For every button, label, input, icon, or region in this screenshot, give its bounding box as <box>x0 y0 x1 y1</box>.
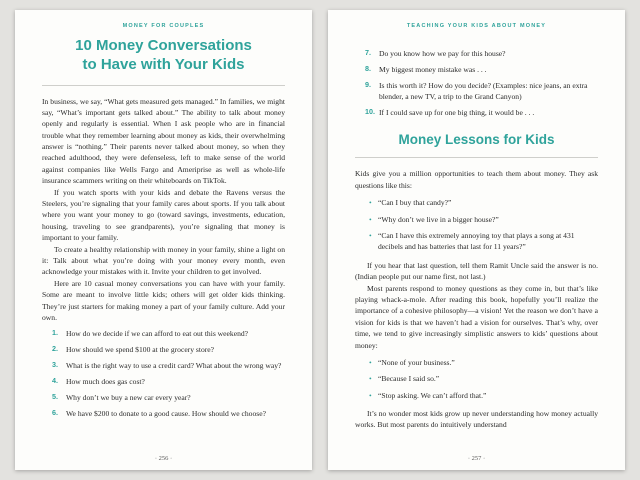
bullet-text: “Because I said so.” <box>378 374 440 384</box>
left-page <box>15 10 312 470</box>
numbered-item <box>52 360 285 371</box>
left-body <box>42 96 285 324</box>
item-text: My biggest money mistake was . . . <box>379 64 487 74</box>
conversation-list-7-10 <box>355 48 598 118</box>
bullet-icon: • <box>369 357 372 367</box>
numbered-item <box>52 392 285 403</box>
body-paragraph: Here are 10 casual money conversations you can have with your family. Some are meant to involve little kids; others will get older kids thinking. They’re just starters for making money a part of your family culture. Add your own. <box>42 278 285 322</box>
chapter-title <box>42 37 285 75</box>
bullet-icon: • <box>369 374 372 384</box>
bullet-text: “Stop asking. We can’t afford that.” <box>378 390 487 400</box>
title-divider <box>42 85 285 86</box>
item-text: If I could save up for one big thing, it would be . . . <box>379 108 535 118</box>
bullet-icon: • <box>369 198 372 208</box>
body-paragraph: To create a healthy relationship with money in your family, shine a light on it: Talk about what you’re doing with your money every month, even acknowledge your mistakes with it. Invite your children to get involved. <box>42 244 285 277</box>
item-number: 5. <box>52 391 58 401</box>
page-number-left: · 256 · <box>154 455 173 462</box>
chapter-title-line2: to Have with Your Kids <box>82 55 245 73</box>
item-text: How should we spend $100 at the grocery store? <box>66 345 215 355</box>
item-number: 8. <box>365 63 371 73</box>
section-divider <box>355 157 598 158</box>
body-paragraph: In business, we say, “What gets measured gets managed.” In families, we might say, “What’s important gets talked about.” The ability to talk about money openly and regularly is essential. When I ask people who are in financial trouble what they remember learning about money as kids, their overwhelming answer is “nothing.” Their parents never talked about money, so when they reached adulthood, they were defenseless, left to make sense of the world against companies like Wells Fargo and Ameriprise as well as whole-life insurance scammers writing on their whiteboards on TikTok. <box>42 96 285 186</box>
right-page <box>328 10 625 470</box>
item-text: Why don’t we buy a new car every year? <box>66 392 191 402</box>
item-text: Do you know how we pay for this house? <box>379 49 506 58</box>
item-text: How do we decide if we can afford to eat out this weekend? <box>66 329 249 339</box>
chapter-title-line1: 10 Money Conversations <box>75 37 252 54</box>
bullet-text: “Can I buy that candy?” <box>378 198 452 208</box>
body-paragraph: If you watch sports with your kids and debate the Ravens versus the Steelers, you’re signaling that your family cares about sports. If you talk about where you want your money to go (toward savings, investments, education, housing, traveling to see grandparents), you’re signaling that money is important to your family. <box>42 187 285 243</box>
item-number: 4. <box>52 375 58 385</box>
bullet-item <box>369 390 598 401</box>
item-number: 1. <box>52 328 58 338</box>
numbered-item <box>365 80 598 103</box>
conversation-list-1-6 <box>42 328 285 419</box>
item-text: We have $200 to donate to a good cause. How should we choose? <box>66 408 266 418</box>
running-header-right: TEACHING YOUR KIDS ABOUT MONEY <box>406 23 547 29</box>
bullet-text: “Can I have this extremely annoying toy that plays a song at 431 decibels and has batteries that last for 11 years?” <box>378 231 575 252</box>
bullet-icon: • <box>369 214 372 224</box>
numbered-item <box>365 107 598 118</box>
running-header-left: MONEY FOR COUPLES <box>122 23 205 29</box>
numbered-item <box>52 328 285 339</box>
bullet-item <box>369 197 598 208</box>
body-paragraph: Most parents respond to money questions as they come in, but that’s like playing whack-a-mole. After reading this book, hopefully you’ll realize the importance of a cohesive philosophy—a vision! Yet the reason we don’t have a vision for kids is that we haven’t had a vision for ourselves. That’s why, over time, we tend to give increasingly simplistic answers to kids’ questions about money: <box>355 283 598 350</box>
numbered-item <box>365 48 598 59</box>
right-body <box>355 168 598 430</box>
body-paragraph: It’s no wonder most kids grow up never understanding how money actually works. But most parents do intuitively understand <box>355 409 598 430</box>
bullet-text: “None of your business.” <box>378 357 455 367</box>
item-number: 6. <box>52 407 58 417</box>
numbered-item <box>52 376 285 387</box>
body-paragraph: Kids give you a million opportunities to teach them about money. They ask questions like this: <box>355 169 598 190</box>
numbered-item <box>365 64 598 75</box>
item-number: 3. <box>52 360 58 370</box>
item-number: 10. <box>365 107 375 117</box>
simplistic-answers-list <box>355 357 598 401</box>
numbered-item <box>52 408 285 419</box>
page-number-right: · 257 · <box>467 455 486 462</box>
item-text: How much does gas cost? <box>66 376 145 386</box>
item-number: 9. <box>365 79 371 89</box>
section-title: Money Lessons for Kids <box>398 132 555 148</box>
numbered-item <box>52 344 285 355</box>
item-text: What is the right way to use a credit card? What about the wrong way? <box>66 361 282 371</box>
item-number: 2. <box>52 344 58 354</box>
bullet-icon: • <box>369 390 372 400</box>
bullet-text: “Why don’t we live in a bigger house?” <box>378 214 499 224</box>
item-text: Is this worth it? How do you decide? (Examples: nice jeans, an extra blender, a new TV, a trip to the Grand Canyon) <box>379 80 588 102</box>
item-number: 7. <box>365 48 371 57</box>
bullet-item <box>369 214 598 225</box>
kid-questions-list <box>355 197 598 253</box>
bullet-item <box>369 357 598 368</box>
bullet-item <box>369 373 598 384</box>
body-paragraph: If you hear that last question, tell them Ramit Uncle said the answer is no. (Indian people put our name first, not last.) <box>355 260 598 282</box>
bullet-item <box>369 230 598 253</box>
bullet-icon: • <box>369 231 372 241</box>
